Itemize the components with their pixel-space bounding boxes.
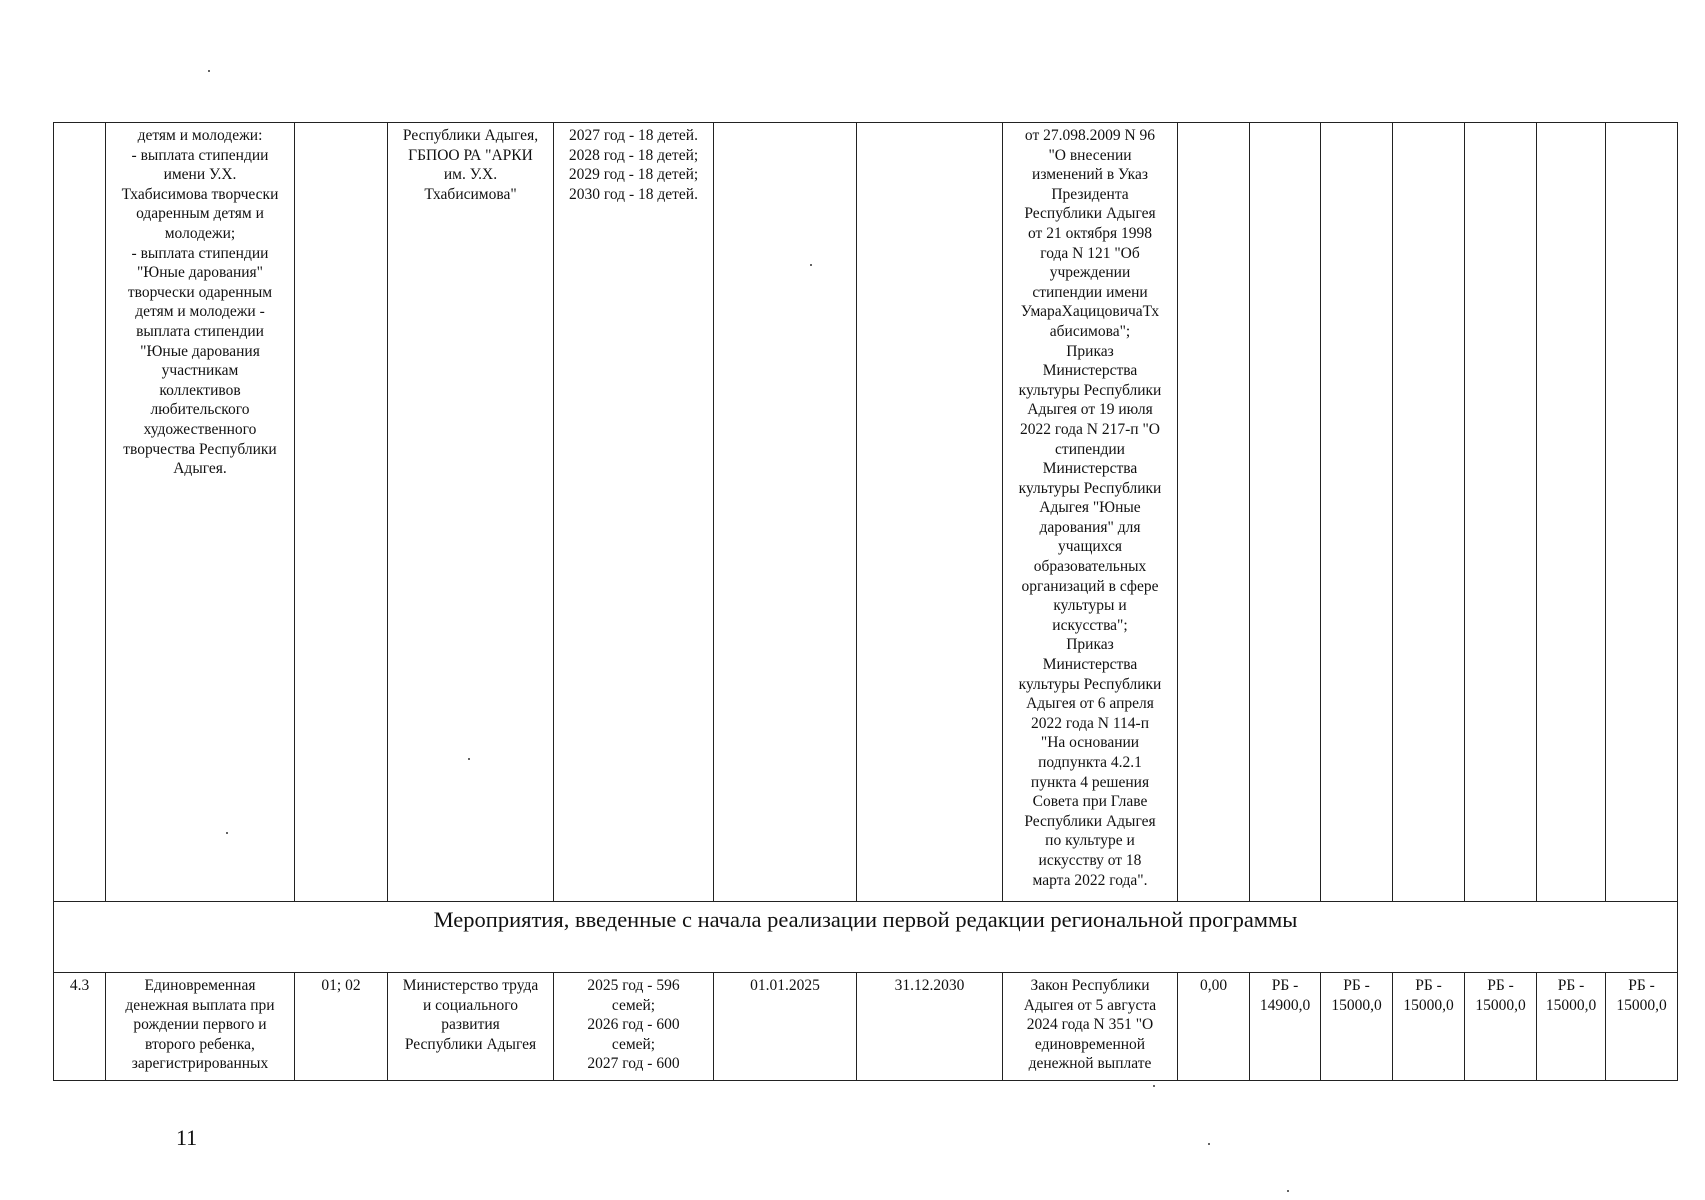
cell-indicator: 2027 год - 18 детей. 2028 год - 18 детей; 2029 год - 18 детей; 2030 год - 18 детей. <box>554 123 714 902</box>
scan-speck <box>810 264 812 266</box>
cell-end-date <box>857 123 1003 902</box>
cell-responsible: Республики Адыгея, ГБПОО РА "АРКИ им. У.Х. Тхабисимова" <box>388 123 554 902</box>
scan-speck <box>1208 1143 1210 1145</box>
cell-code: 01; 02 <box>295 973 388 1081</box>
cell-indicator: 2025 год - 596 семей; 2026 год - 600 семей; 2027 год - 600 <box>554 973 714 1081</box>
page-number: 11 <box>176 1125 198 1150</box>
cell-year-2028 <box>1465 123 1537 902</box>
cell-year-2030: РБ - 15000,0 <box>1606 973 1678 1081</box>
scan-speck <box>208 70 210 72</box>
table-row <box>54 123 1678 902</box>
scan-speck <box>1153 1085 1155 1087</box>
cell-start-date: 01.01.2025 <box>714 973 857 1081</box>
cell-code <box>295 123 388 902</box>
cell-number <box>54 123 106 902</box>
cell-year-2026 <box>1321 123 1393 902</box>
cell-amount: 0,00 <box>1178 973 1250 1081</box>
cell-measure-name: Единовременная денежная выплата при рождении первого и второго ребенка, зарегистрированных <box>106 973 295 1081</box>
cell-year-2027: РБ - 15000,0 <box>1393 973 1465 1081</box>
scan-speck <box>226 832 228 834</box>
cell-year-2029: РБ - 15000,0 <box>1537 973 1606 1081</box>
cell-year-2029 <box>1537 123 1606 902</box>
cell-year-2026: РБ - 15000,0 <box>1321 973 1393 1081</box>
cell-year-2025 <box>1250 123 1321 902</box>
cell-amount <box>1178 123 1250 902</box>
cell-legal-basis: от 27.098.2009 N 96 "О внесении изменений в Указ Президента Республики Адыгея от 21 октября 1998 года N 121 "Об учреждении стипендии имени УмараХацицовичаТх абисимова"; Приказ Министерства культуры Республики Адыгея от 19 июля 2022 года N 217-п "О стипендии Министерства культуры Республики Адыгея "Юные дарования" для учащихся образовательных организаций в сфере культуры и искусства"; Приказ Министерства культуры Республики Адыгея от 6 апреля 2022 года N 114-п "На основании подпункта 4.2.1 пункта 4 решения Совета при Главе Республики Адыгея по культуре и искусству от 18 марта 2022 года". <box>1003 123 1178 902</box>
cell-measure-name: детям и молодежи: - выплата стипендии имени У.Х. Тхабисимова творчески одаренным детям и молодежи; - выплата стипендии "Юные дарования" творчески одаренным детям и молодежи - выплата стипендии "Юные дарования участникам коллективов любительского художественного творчества Республики Адыгея. <box>106 123 295 902</box>
scan-speck <box>1287 1190 1289 1192</box>
cell-start-date <box>714 123 857 902</box>
section-title: Мероприятия, введенные с начала реализации первой редакции региональной программы <box>54 902 1678 973</box>
cell-year-2030 <box>1606 123 1678 902</box>
cell-legal-basis: Закон Республики Адыгея от 5 августа 2024 года N 351 "О единовременной денежной выплате <box>1003 973 1178 1081</box>
cell-end-date: 31.12.2030 <box>857 973 1003 1081</box>
cell-number: 4.3 <box>54 973 106 1081</box>
cell-year-2025: РБ - 14900,0 <box>1250 973 1321 1081</box>
cell-responsible: Министерство труда и социального развития Республики Адыгея <box>388 973 554 1081</box>
section-row <box>54 902 1678 973</box>
cell-year-2028: РБ - 15000,0 <box>1465 973 1537 1081</box>
table-row <box>54 973 1678 1081</box>
scan-speck <box>468 758 470 760</box>
cell-year-2027 <box>1393 123 1465 902</box>
program-measures-table <box>53 122 1678 1081</box>
